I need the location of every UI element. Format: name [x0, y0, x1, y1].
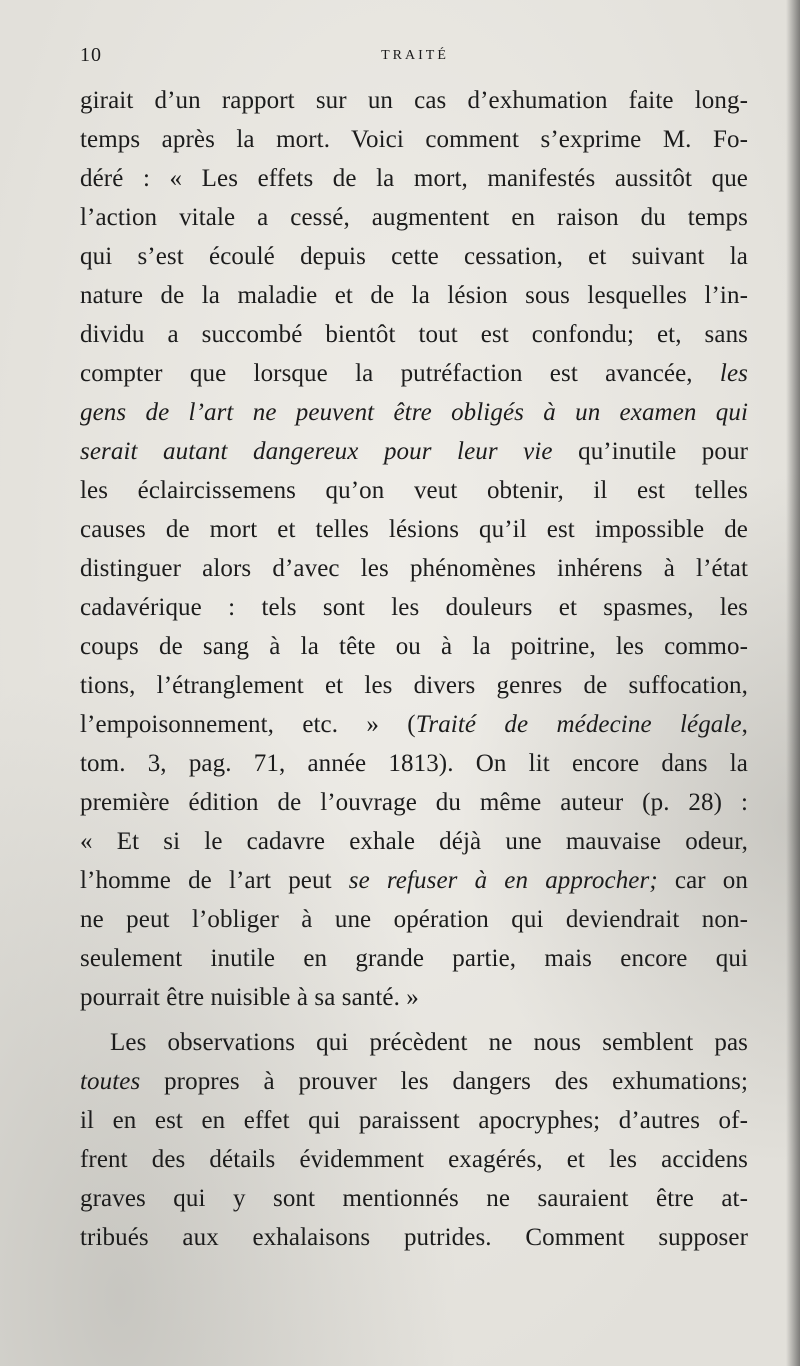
text-line [80, 1101, 748, 1140]
text-segment: l’homme de l’art peut [80, 867, 349, 894]
text-line [80, 861, 748, 900]
text-segment: l’action vitale a cessé, augmentent en raison du temps [80, 204, 748, 231]
text-segment: dividu a succombé bientôt tout est confondu; et, sans [80, 321, 748, 348]
text-line [80, 198, 748, 237]
text-line [80, 432, 748, 471]
text-line [80, 510, 748, 549]
italic-text: les [719, 360, 748, 387]
text-line [80, 159, 748, 198]
running-title: TRAITÉ [381, 48, 449, 63]
text-line [80, 666, 748, 705]
text-line [80, 549, 748, 588]
italic-text: gens de l’art ne peuvent être obligés à un examen qui [80, 399, 748, 426]
text-segment: pourrait être nuisible à sa santé. » [80, 984, 419, 1011]
text-line [80, 627, 748, 666]
text-segment: l’empoisonnement, etc. » ( [80, 711, 416, 738]
text-segment: coups de sang à la tête ou à la poitrine, les commo- [80, 633, 748, 660]
page-edge-shadow [786, 0, 800, 1366]
text-segment: frent des détails évidemment exagérés, et les accidens [80, 1146, 748, 1173]
text-line [80, 1062, 748, 1101]
text-line [80, 705, 748, 744]
text-segment: qu’inutile pour [552, 438, 748, 465]
text-line [80, 978, 748, 1017]
text-segment: cadavérique : tels sont les douleurs et spasmes, les [80, 594, 748, 621]
text-line [80, 744, 748, 783]
text-segment: compter que lorsque la putréfaction est avancée, [80, 360, 720, 387]
text-segment: causes de mort et telles lésions qu’il est impossible de [80, 516, 748, 543]
text-segment: déré : « Les effets de la mort, manifestés aussitôt que [80, 165, 748, 192]
text-segment: car on [657, 867, 748, 894]
text-segment: qui s’est écoulé depuis cette cessation, et suivant la [80, 243, 748, 270]
text-line [80, 354, 748, 393]
text-segment: tom. 3, pag. 71, année 1813). On lit encore dans la [80, 750, 748, 777]
text-segment: , [741, 711, 748, 738]
text-line [80, 1140, 748, 1179]
text-segment: première édition de l’ouvrage du même auteur (p. 28) : [80, 789, 748, 816]
text-segment: nature de la maladie et de la lésion sous lesquelles l’in- [80, 282, 748, 309]
text-segment: graves qui y sont mentionnés ne sauraient être at- [80, 1185, 748, 1212]
text-segment: ne peut l’obliger à une opération qui deviendrait non- [80, 906, 748, 933]
body-text [80, 81, 748, 1257]
text-line [80, 276, 748, 315]
text-line [80, 783, 748, 822]
text-line [80, 120, 748, 159]
text-line [80, 237, 748, 276]
text-line [80, 393, 748, 432]
text-segment: propres à prouver les dangers des exhumations; [140, 1068, 748, 1095]
text-line [80, 1218, 748, 1257]
text-segment: girait d’un rapport sur un cas d’exhumation faite long- [80, 87, 748, 114]
text-segment: il en est en effet qui paraissent apocryphes; d’autres of- [80, 1107, 748, 1134]
italic-text: se refuser à en approcher; [348, 867, 658, 894]
text-line [80, 1023, 748, 1062]
text-line [80, 588, 748, 627]
text-line [80, 315, 748, 354]
text-line [80, 939, 748, 978]
text-line [80, 1179, 748, 1218]
italic-text: Traité de médecine légale [415, 711, 742, 738]
text-segment: temps après la mort. Voici comment s’exprime M. Fo- [80, 126, 748, 153]
text-segment: tribués aux exhalaisons putrides. Comment supposer [80, 1224, 748, 1251]
text-line [80, 900, 748, 939]
text-line [80, 81, 748, 120]
text-segment: seulement inutile en grande partie, mais encore qui [80, 945, 748, 972]
text-segment: les éclaircissemens qu’on veut obtenir, il est telles [80, 477, 748, 504]
text-segment: distinguer alors d’avec les phénomènes inhérens à l’état [80, 555, 748, 582]
text-segment: tions, l’étranglement et les divers genres de suffocation, [80, 672, 748, 699]
text-line [80, 822, 748, 861]
text-segment: « Et si le cadavre exhale déjà une mauvaise odeur, [80, 828, 748, 855]
italic-text: serait autant dangereux pour leur vie [80, 438, 553, 465]
page-header [80, 44, 750, 74]
text-line [80, 471, 748, 510]
text-segment: Les observations qui précèdent ne nous semblent pas [110, 1029, 748, 1056]
page-number: 10 [80, 44, 102, 66]
italic-text: toutes [80, 1068, 141, 1095]
